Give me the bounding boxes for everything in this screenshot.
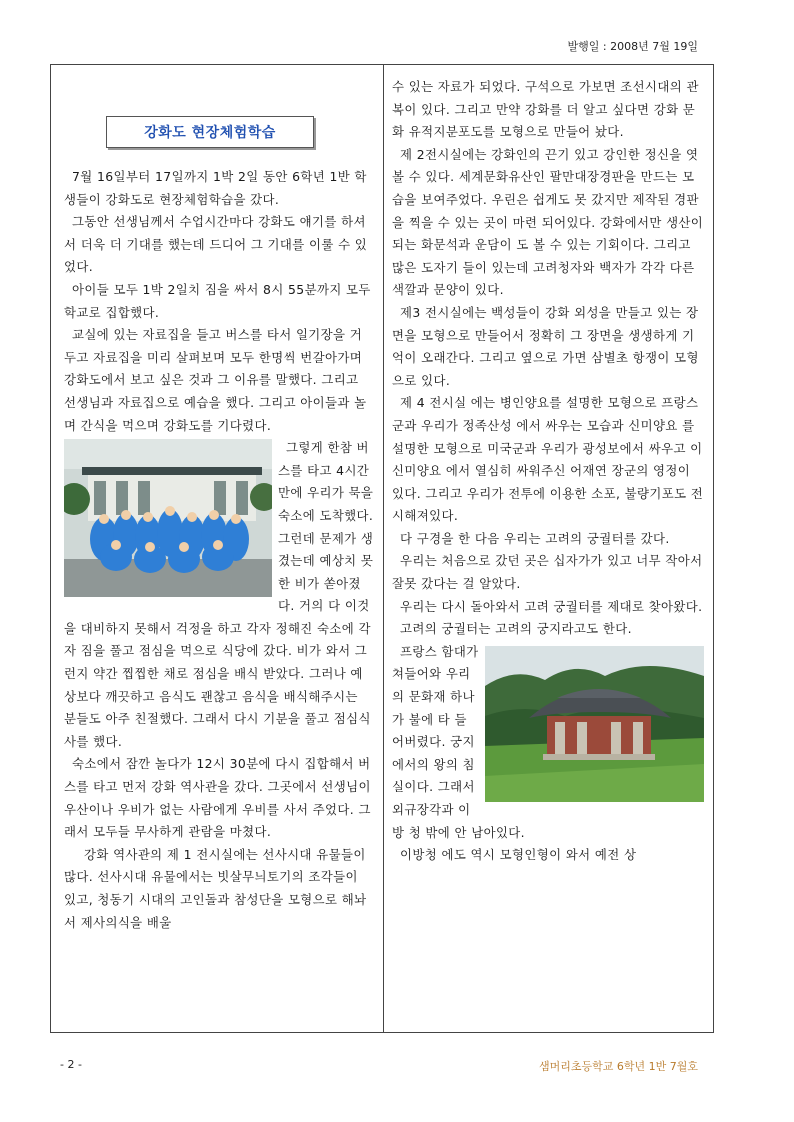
publication-name: 샘머리초등학교 6학년 1반 7월호: [539, 1060, 698, 1073]
paragraph: 우리는 처음으로 갔던 곳은 십자가가 있고 너무 작아서 잘못 갔다는 걸 알았다.: [392, 553, 703, 592]
paragraph: 제 4 전시실 에는 병인양요를 설명한 모형으로 프랑스군과 우리가 정족산성 에서 싸우는 모습과 신미양요 를 설명한 모형으로 미국군과 우리가 광성보에서 싸우고 이 신미양요 에서 열심히 싸워주신 어재연 장군의 영정이 있다. 그리고 우리가 전투에 이용한 소포, 불량기포도 전시해져있다.: [392, 395, 704, 524]
paragraph: 그동안 선생님께서 수업시간마다 강화도 얘기를 하셔서 더욱 더 기대를 했는데 드디어 그 기대를 이룰 수 있었다.: [64, 214, 368, 275]
paragraph: 프랑스 함대가 쳐들어와 우리의 문화재 하나가 불에 타 들어버렸다. 궁지에서의 왕의 침실이다. 그래서 외규장각과 이방 청 밖에 안 남아있다.: [392, 643, 526, 840]
paragraph: 우리는 다시 돌아와서 고려 궁궐터를 제대로 찾아왔다.: [400, 598, 703, 614]
paragraph: 다 구경을 한 다음 우리는 고려의 궁궐터를 갔다.: [400, 530, 670, 546]
page-number: - 2 -: [60, 1058, 82, 1071]
right-column: [392, 76, 704, 867]
paragraph: 제 2전시실에는 강화인의 끈기 있고 강인한 정신을 엿 볼 수 있다. 세계문화유산인 팔만대장경판을 만드는 모습을 보여주었다. 우린은 쉽게도 못 갔지만 제작된 경판을 찍을 수 있는 곳이 마련 되어있다. 강화에서만 생산이 되는 화문석과 운담이 도 볼 수 있는 기회이다. 그리고 많은 도자기 들이 있는데 고려청자와 백자가 각각 다른 색깔과 문양이 있다.: [392, 146, 704, 298]
paragraph: 숙소에서 잠깐 놀다가 12시 30분에 다시 집합해서 버스를 타고 먼저 강화 역사관을 갔다. 그곳에서 선생님이 우산이나 우비가 없는 사람에게 우비를 사서 주었다. 그래서 모두들 무사하게 관람을 마쳤다.: [64, 756, 371, 840]
article-title: 강화도 현장체험학습: [106, 116, 314, 148]
paragraph: 수 있는 자료가 되었다. 구석으로 가보면 조선시대의 관복이 있다. 그리고 만약 강화를 더 알고 싶다면 강화 문화 유적지분포도를 모형으로 만들어 놨다.: [392, 79, 699, 140]
paragraph: 교실에 있는 자료집을 들고 버스를 타서 일기장을 거두고 자료집을 미리 살펴보며 모두 한명씩 번갈아가며 강화도에서 보고 싶은 것과 그 이유를 말했다. 그리고 선생님과 자료집으로 예습을 했다. 그리고 아이들과 놀며 간식을 먹으며 강화도를 기다렸다.: [64, 327, 367, 433]
palace-site-photo: [485, 646, 704, 802]
issue-date: 발행일 : 2008년 7월 19일: [567, 40, 698, 53]
left-column: [64, 166, 374, 934]
paragraph: 제3 전시실에는 백성들이 강화 외성을 만들고 있는 장면을 모형으로 만들어서 정확히 그 장면을 생생하게 기억이 오래간다. 그리고 옆으로 가면 삼별초 항쟁이 모형으로 있다.: [392, 304, 699, 388]
paragraph: 고려의 궁궐터는 고려의 궁지라고도 한다.: [400, 621, 632, 637]
paragraph: 그렇게 한참 버스를 타고 4시간 만에 우리가 묵을 숙소에 도착했다. 그런데 문제가 생겼는데 예상치 못한 비가 쏟아졌다. 거의 다 이것을 대비하지 못해서 걱정을 하고 각자 정해진 숙소에 각자 짐을 풀고 점심을 먹으로 식당에 갔다. 비가 와서 그런지 약간 찝찝한 채로 점심을 배식 받았다. 그러나 예상보다 깨끗하고 음식도 괜찮고 음식을 배식해주시는 분들도 아주 친절했다. 그래서 다시 기분을 풀고 점심식사를 했다.: [64, 440, 374, 749]
column-divider: [383, 64, 384, 1033]
group-photo-rain-ponchos: [64, 439, 272, 597]
paragraph: 이방청 에도 역시 모형인형이 와서 예전 상: [400, 847, 637, 863]
paragraph: 아이들 모두 1박 2일치 짐을 싸서 8시 55분까지 모두 학교로 집합했다.: [64, 281, 371, 320]
paragraph: 강화 역사관의 제 1 전시실에는 선사시대 유물들이 많다. 선사시대 유물에서는 빗살무늬토기의 조각들이 있고, 청동기 시대의 고인돌과 참성단을 모형으로 해놔서 제사의식을 배울: [64, 846, 367, 930]
paragraph: 7월 16일부터 17일까지 1박 2일 동안 6학년 1반 학생들이 강화도로 현장체험학습을 갔다.: [64, 169, 367, 207]
